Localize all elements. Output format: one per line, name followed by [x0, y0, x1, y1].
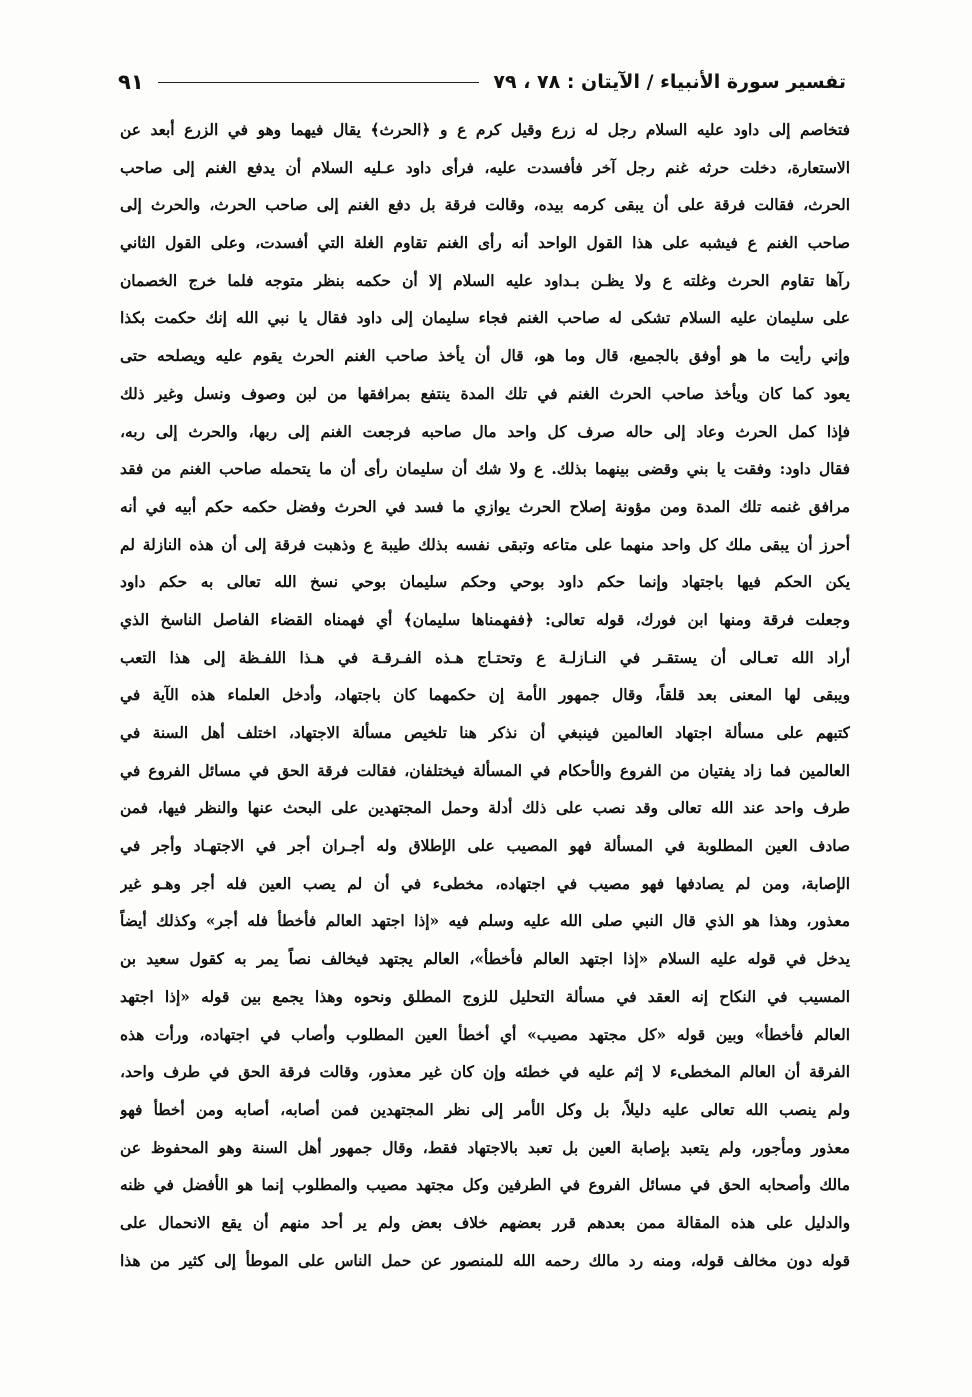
text-line: معذور ومأجور، ولم يتعبد بإصابة العين بل تعبد بالاجتهاد فقط، وقال جمهور أهل السنة وهو المحفوظ عن: [120, 1138, 850, 1157]
text-line: الفرقة أن العالم المخطىء لا إثم عليه في خطئه وإن كان غير معذور، وقالت فرقة الحق في طرف واحد،: [120, 1063, 850, 1082]
text-line: الحرث، فقالت فرقة على أن يبقى كرمه بيده، وقالت فرقة بل دفع الغنم إلى صاحب الحرث، والحرث إلى: [120, 196, 850, 215]
text-line: المسيب في النكاح إنه العقد في مسألة التحليل للزوج المطلق ونحوه وهذا يجمع بين قوله «إذا اجتهد: [120, 987, 850, 1006]
text-line: معذور، وهذا هو الذي قال النبي صلى الله عليه وسلم فيه «إذا اجتهد العالم فأخطأ فله أجر» وكذلك أيضاً: [120, 912, 850, 931]
header-rule: [158, 82, 480, 83]
running-title: تفسير سورة الأنبياء / الآيتان : ٧٨ ، ٧٩: [493, 71, 846, 93]
text-line: أحرز أن يبقى ملك كل واحد منهما على متاعه وتبقى نفسه بذلك طيبة ع وذهبت فرقة إلى أن هذه النازلة لم: [120, 535, 850, 554]
text-line: أراد الله تعـالى أن يستقـر في النـازلـة ع وتحتـاج هـذه الفـرقـة في هـذا اللفـظة إلى هذا التعب: [120, 648, 850, 667]
text-line: فإذا كمل الحرث وعاد إلى حاله صرف كل واحد مال صاحبه فرجعت الغنم إلى ربها، والحرث إلى ربه،: [120, 422, 850, 441]
text-line: مالك وأصحابه الحق في مسائل الفروع في الطرفين وكل مجتهد مصيب والمطلوب إنما هو الأفضل في ظنه: [120, 1176, 850, 1195]
text-line: صاحب الغنم ع فيشبه على هذا القول الواحد أنه رأى الغنم تقاوم الغلة التي أفسدت، وعلى القول الثاني: [120, 234, 850, 253]
text-line: فتخاصم إلى داود عليه السلام رجل له زرع وقيل كرم ع و ﴿الحرث﴾ يقال فيهما وهو في الزرع أبعد عن: [120, 121, 850, 139]
text-line: كتبهم على مسألة اجتهاد العالمين فينبغي أن نذكر هنا تلخيص مسألة الاجتهاد، اختلف أهل السنة في: [120, 724, 850, 742]
text-line: ويبقى لها المعنى بعد قلقاً، وقال جمهور الأمة إن حكمهما كان باجتهاد، وأدخل العلماء هذه الآية في: [120, 686, 850, 705]
text-line: يكن الحكم فيها باجتهاد وإنما حكم داود بوحي وحكم سليمان بوحي نسخ الله تعالى به حكم داود: [120, 573, 850, 592]
text-line: صادف العين المطلوبة في المسألة فهو المصيب على الإطلاق وله أجـران أجر في الاجتهـاد وأجر في: [120, 837, 850, 856]
text-line: وجعلت فرقة ومنها ابن فورك، قوله تعالى: ﴿ففهمناها سليمان﴾ أي فهمناه القضاء الفاصل الناسخ الذي: [120, 610, 850, 629]
text-line: ولم ينصب الله تعالى عليه دليلاً، بل وكل الأمر إلى نظر المجتهدين فمن أصابه، أصابه ومن أخطأ فهو: [120, 1100, 850, 1119]
text-line: فقال داود: وفقت يا بني وقضى بينهما بذلك. ع ولا شك أن سليمان رأى أن ما يتحمله صاحب الغنم من فقد: [120, 460, 850, 479]
text-line: مرافق غنمه تلك المدة ومن مؤونة إصلاح الحرث يوازي ما فسد في الحرث وفضل حكمه حكم أبيه في أنه: [120, 497, 850, 516]
text-line: والدليل على هذه المقالة ممن بعدهم قرر بعضهم خلاف بعض ولم ير أحد منهم أن يقع الانحمال على: [120, 1213, 850, 1232]
text-line: الاستعارة، دخلت حرثه غنم رجل آخر فأفسدت عليه، فرأى داود عـليه السلام أن يدفع الغنم إلى صاحب: [120, 158, 850, 177]
text-line: العالم فأخطأ» وبين قوله «كل مجتهد مصيب» أي أخطأ العين المطلوب وأصاب في اجتهاده، ورأت هذه: [120, 1025, 850, 1044]
page-number: ٩١: [118, 70, 144, 94]
text-line: العالمين فما زاد يفتيان من الفروع والأحكام في المسألة فيختلفان، فقالت فرقة الحق في مسائل الفروع في: [120, 761, 850, 780]
text-line: قوله دون مخالف قوله، ومنه رد مالك رحمه الله للمنصور عن حمل الناس على الموطأ إلى كثير من هذا: [120, 1251, 850, 1270]
text-line: طرف واحد عند الله تعالى وقد نصب على ذلك أدلة وحمل المجتهدين على البحث عنها والنظر فيها، فمن: [120, 799, 850, 818]
page-header: [118, 62, 846, 102]
text-line: وإني رأيت ما هو أوفق بالجميع، قال وما هو، قال أن يأخذ صاحب الغنم الحرث يقوم عليه ويصلحه حتى: [120, 347, 850, 366]
text-line: يعود كما كان ويأخذ صاحب الحرث الغنم في تلك المدة ينتفع بمرافقها من لبن وصوف ونسل وغير ذلك: [120, 384, 850, 403]
text-line: يدخل في قوله عليه السلام «إذا اجتهد العالم فأخطأ»، العالم يجتهد فيخالف نصاً يمر به كقول سعيد بن: [120, 950, 850, 969]
text-line: على سليمان عليه السلام تشكى له صاحب الغنم فجاء سليمان إلى داود فقال يا نبي الله إنك حكمت بكذا: [120, 309, 850, 328]
body-text: [120, 112, 850, 1280]
text-line: الإصابة، ومن لم يصادفها فهو مصيب في اجتهاده، مخطىء في أن لم يصب العين فله أجر وهـو غير: [120, 874, 850, 893]
text-line: رآها تقاوم الحرث وغلته ع ولا يظـن بـداود عليه السلام إلا أن حكمه بنظر متوجه فلما خرج الخصمان: [120, 271, 850, 290]
